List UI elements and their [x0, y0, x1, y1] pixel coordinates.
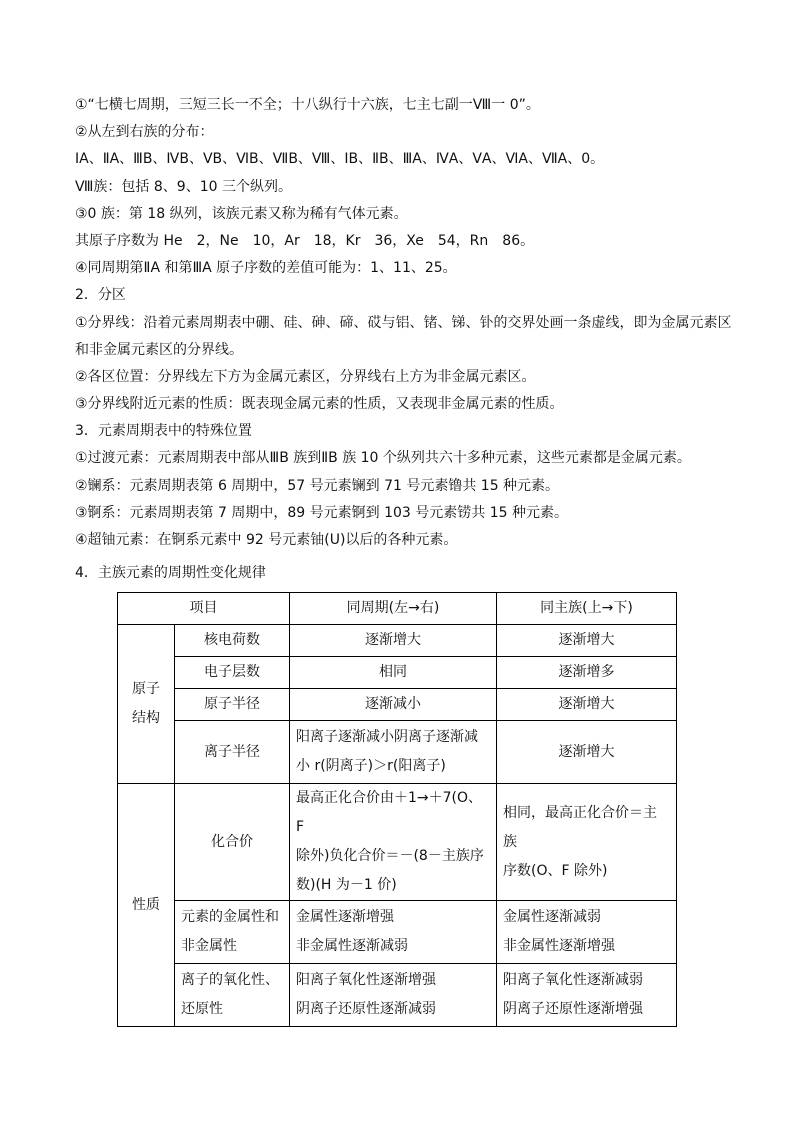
table-row: [118, 657, 677, 689]
row-period-value: [290, 721, 497, 784]
point-6: 其原子序数为 He 2，Ne 10，Ar 18，Kr 36，Xe 54，Rn 86。: [75, 232, 535, 249]
redox-item-line-1: 离子的氧化性、: [181, 972, 279, 988]
section-2-item-3: ③分界线附近元素的性质：既表现金属元素的性质，又表现非金属元素的性质。: [75, 396, 564, 413]
row-group-value: 逐渐增大: [497, 721, 677, 784]
point-4: Ⅷ族：包括 8、9、10 三个纵列。: [75, 178, 292, 195]
table-row: [118, 721, 677, 784]
redox-period-line-2: 阴离子还原性逐渐减弱: [296, 1001, 436, 1017]
point-1: ①“七横七周期，三短三长一不全；十八纵行十六族，七主七副一Ⅷ一 0”。: [75, 97, 540, 113]
valence-period-line-2: 除外)负化合价＝－(8－主族序: [296, 848, 484, 864]
metallic-group-line-2: 非金属性逐渐增强: [503, 938, 615, 954]
row-item: 原子半径: [175, 689, 290, 721]
row-group-value: [497, 964, 677, 1027]
header-same-group: 同主族(上→下): [497, 593, 677, 625]
row-group-value: 逐渐增多: [497, 657, 677, 689]
row-period-value: [290, 901, 497, 964]
section-3-item-4: ④超铀元素：在锕系元素中 92 号元素铀(U)以后的各种元素。: [75, 532, 458, 549]
metallic-item-line-1: 元素的金属性和: [181, 909, 279, 925]
header-same-period: 同周期(左→右): [290, 593, 497, 625]
section-3-title: 3．元素周期表中的特殊位置: [75, 423, 252, 440]
valence-group-line-2: 序数(O、F 除外): [503, 862, 608, 879]
section-3-item-1: ①过渡元素：元素周期表中部从ⅢB 族到ⅡB 族 10 个纵列共六十多种元素，这些元素都是金属元素。: [75, 450, 691, 467]
redox-period-line-1: 阳离子氧化性逐渐增强: [296, 972, 436, 988]
row-period-value: 逐渐增大: [290, 625, 497, 657]
point-7: ④同周期第ⅡA 和第ⅢA 原子序数的差值可能为：1、11、25。: [75, 260, 457, 277]
metallic-item-line-2: 非金属性: [181, 938, 237, 954]
valence-period-line-3: 数)(H 为－1 价): [296, 877, 397, 893]
document-body: [75, 92, 735, 587]
metallic-period-line-1: 金属性逐渐增强: [296, 909, 394, 925]
row-item: 离子半径: [175, 721, 290, 784]
row-period-value: [290, 784, 497, 901]
row-item: 电子层数: [175, 657, 290, 689]
point-3: ⅠA、ⅡA、ⅢB、ⅣB、ⅤB、ⅥB、ⅦB、Ⅷ、ⅠB、ⅡB、ⅢA、ⅣA、ⅤA、ⅥA、ⅦA、0。: [75, 151, 605, 168]
redox-group-line-1: 阳离子氧化性逐渐减弱: [503, 972, 643, 988]
section-3-item-2: ②镧系：元素周期表第 6 周期中，57 号元素镧到 71 号元素镥共 15 种元素。: [75, 477, 560, 494]
section-2-item-2: ②各区位置：分界线左下方为金属元素区，分界线右上方为非金属元素区。: [75, 368, 536, 385]
row-item: [175, 964, 290, 1027]
row-period-value: 相同: [290, 657, 497, 689]
valence-period-line-1: 最高正化合价由＋1→＋7(O、F: [296, 790, 483, 835]
section-3-item-3: ③锕系：元素周期表第 7 周期中，89 号元素锕到 103 号元素铹共 15 种元素。: [75, 504, 568, 521]
section-2-item-1: ①分界线：沿着元素周期表中硼、硅、砷、碲、砹与铝、锗、锑、钋的交界处画一条虚线，即为金属元素区和非金属元素区的分界线。: [75, 314, 732, 358]
row-group-value: [497, 784, 677, 901]
row-item: 化合价: [175, 784, 290, 901]
point-5: ③0 族：第 18 纵列，该族元素又称为稀有气体元素。: [75, 205, 408, 222]
table-row: [118, 689, 677, 721]
table-header-row: [118, 593, 677, 625]
table-row: [118, 625, 677, 657]
table-row: [118, 901, 677, 964]
row-period-value: [290, 964, 497, 1027]
ionic-radius-period-line-2: 小 r(阴离子)＞r(阳离子): [296, 758, 446, 774]
point-2: ②从左到右族的分布：: [75, 124, 214, 141]
section-4-title: 4．主族元素的周期性变化规律: [75, 565, 266, 582]
redox-group-line-2: 阴离子还原性逐渐增强: [503, 1001, 643, 1017]
row-group-value: [497, 901, 677, 964]
table-row: [118, 964, 677, 1027]
row-period-value: 逐渐减小: [290, 689, 497, 721]
header-item: 项目: [118, 593, 290, 625]
valence-group-line-1: 相同，最高正化合价＝主族: [503, 804, 657, 850]
group-properties: 性质: [118, 784, 175, 1027]
row-group-value: 逐渐增大: [497, 625, 677, 657]
metallic-period-line-2: 非金属性逐渐减弱: [296, 938, 408, 954]
periodic-trend-table: [117, 592, 677, 1027]
row-item: [175, 901, 290, 964]
metallic-group-line-1: 金属性逐渐减弱: [503, 909, 601, 925]
section-2-title: 2．分区: [75, 287, 126, 304]
row-item: 核电荷数: [175, 625, 290, 657]
redox-item-line-2: 还原性: [181, 1001, 223, 1017]
group-atomic-structure: 原子结构: [118, 625, 175, 784]
ionic-radius-period-line-1: 阳离子逐渐减小阴离子逐渐减: [296, 729, 478, 745]
row-group-value: 逐渐增大: [497, 689, 677, 721]
table-row: [118, 784, 677, 901]
